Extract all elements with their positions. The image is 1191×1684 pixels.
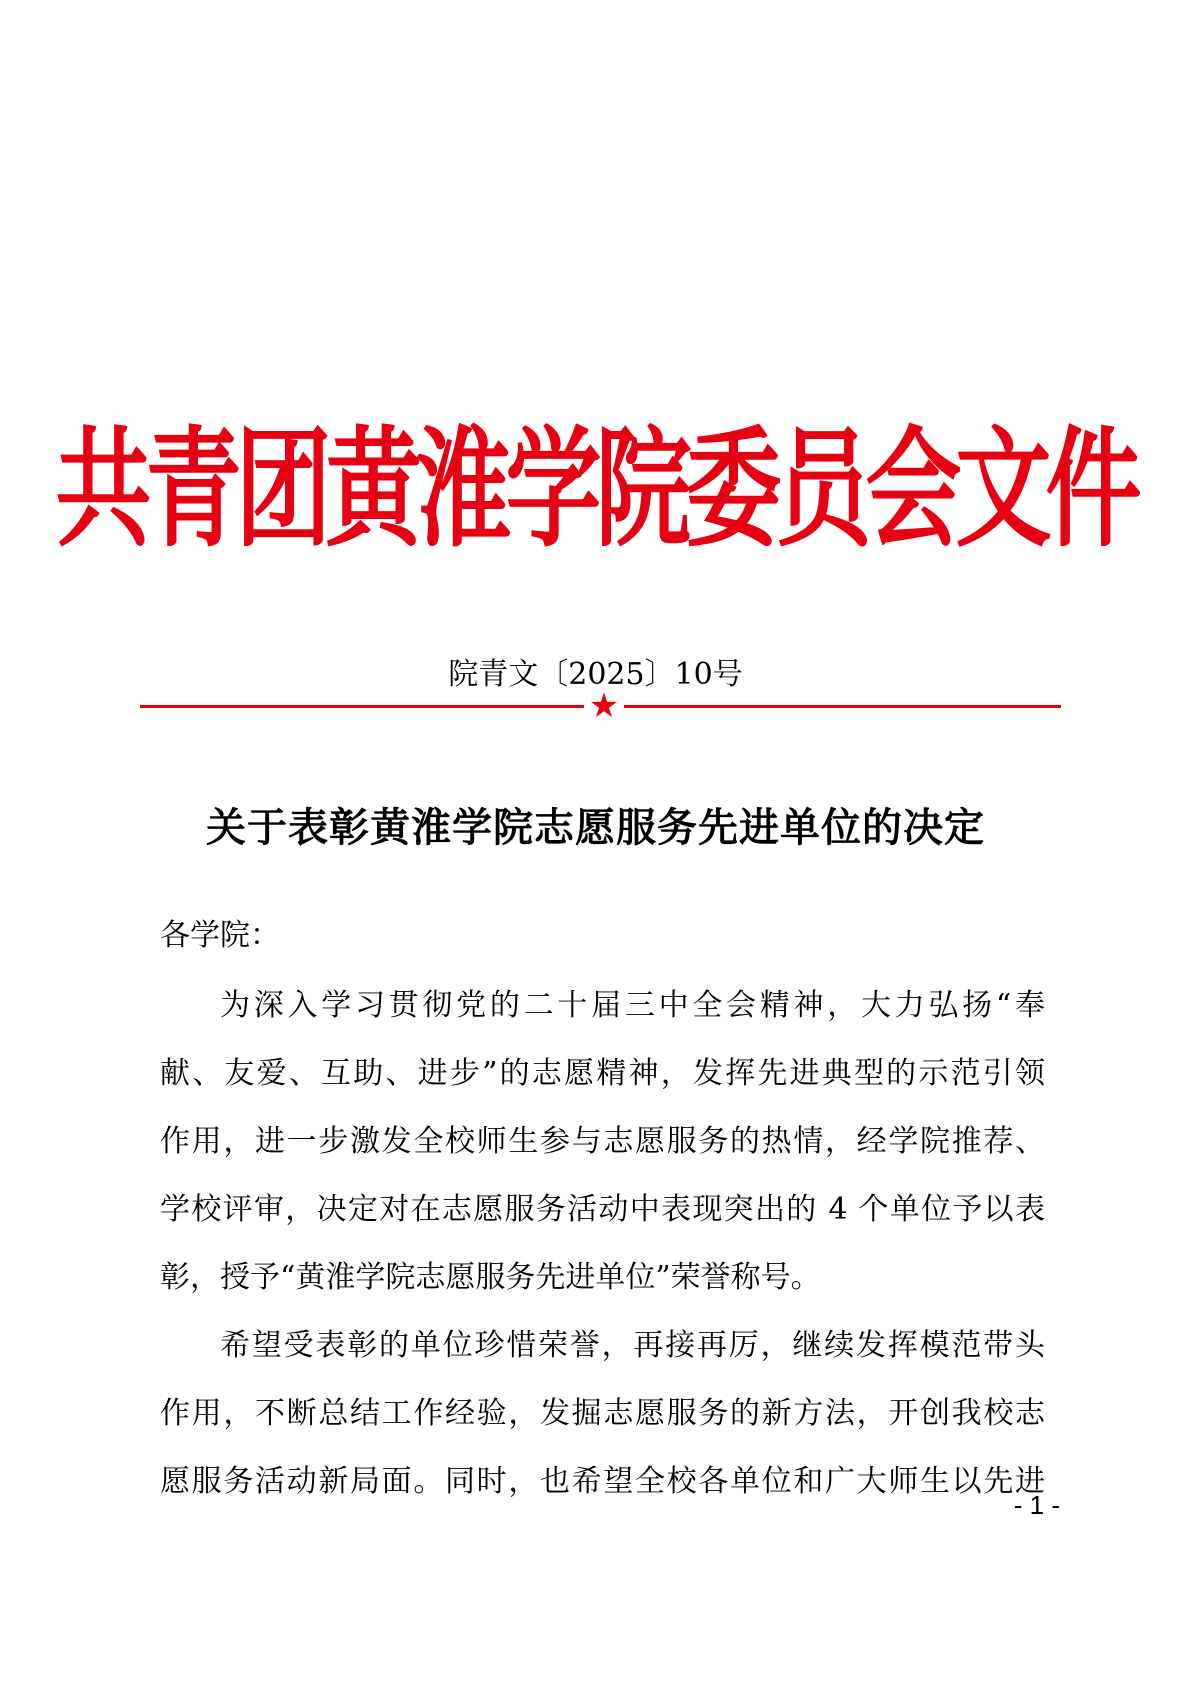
body-line: 作用，不断总结工作经验，发掘志愿服务的新方法，开创我校志 (160, 1396, 1045, 1431)
masthead-title: 共青团黄淮学院委员会文件 (55, 413, 1136, 566)
red-divider-left (140, 705, 584, 708)
star-icon: ★ (588, 686, 620, 726)
page-number: - 1 - (1013, 1490, 1060, 1520)
body-line: 为深入学习贯彻党的二十届三中全会精神，大力弘扬“奉 (220, 988, 1045, 1023)
body-line: 作用，进一步激发全校师生参与志愿服务的热情，经学院推荐、 (160, 1124, 1045, 1159)
document-title: 关于表彰黄淮学院志愿服务先进单位的决定 (206, 804, 985, 851)
body-line: 希望受表彰的单位珍惜荣誉，再接再厉，继续发挥模范带头 (220, 1328, 1045, 1363)
document-number: 院青文〔2025〕10号 (448, 657, 743, 692)
red-divider-right (624, 705, 1061, 708)
body-line: 愿服务活动新局面。同时，也希望全校各单位和广大师生以先进 (160, 1464, 1045, 1499)
body-line: 学校评审，决定对在志愿服务活动中表现突出的 4 个单位予以表 (160, 1192, 1045, 1227)
salutation: 各学院： (160, 918, 280, 953)
body-line: 彰，授予“黄淮学院志愿服务先进单位”荣誉称号。 (160, 1260, 821, 1295)
body-line: 献、友爱、互助、进步”的志愿精神，发挥先进典型的示范引领 (160, 1056, 1045, 1091)
